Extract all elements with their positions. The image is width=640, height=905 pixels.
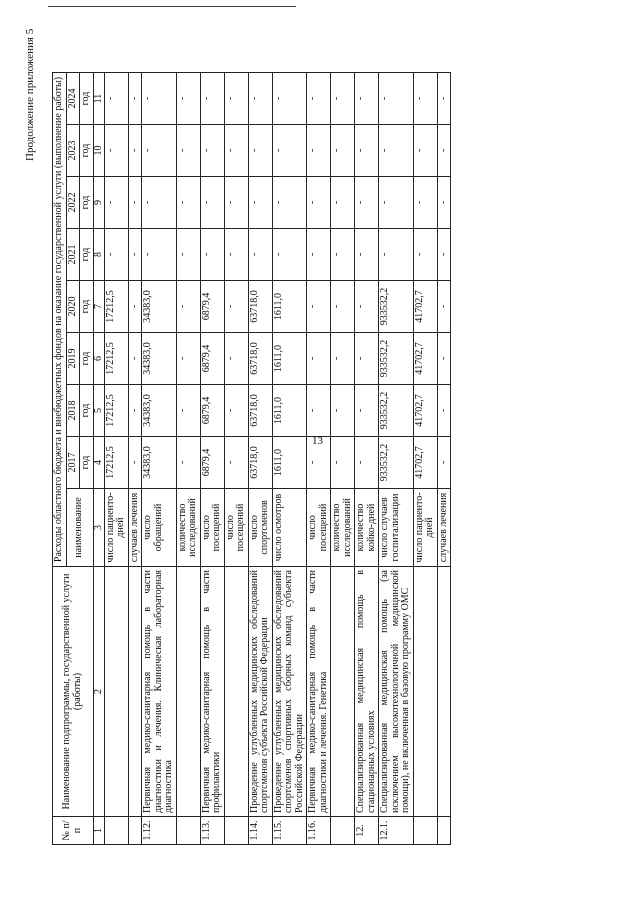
table-row	[142, 73, 177, 845]
row-indicator: число посещений	[200, 489, 224, 567]
row-value: -	[224, 281, 248, 333]
row-value: -	[413, 125, 437, 177]
row-value: -	[355, 177, 379, 229]
row-value: -	[272, 73, 307, 125]
row-indicator: число пациенто-дней	[104, 489, 128, 567]
row-value: -	[331, 333, 355, 385]
header-year-unit: год	[80, 177, 94, 229]
row-value: -	[224, 125, 248, 177]
row-indicator: число случаев госпитализации	[379, 489, 414, 567]
row-value: -	[128, 333, 142, 385]
row-value: 63718,0	[248, 437, 272, 489]
row-value: 17212,5	[104, 333, 128, 385]
header-expenses: Расходы областного бюджета и внебюджетных фондов на оказание государственной услуги (выполнение работы)	[53, 73, 67, 567]
row-indicator: число спортсменов	[248, 489, 272, 567]
header-year-unit: год	[80, 385, 94, 437]
table-row	[128, 73, 142, 845]
row-value: 933532,2	[379, 385, 414, 437]
header-year-unit: год	[80, 73, 94, 125]
header-year-unit: год	[80, 125, 94, 177]
row-value: -	[248, 177, 272, 229]
row-program-name	[104, 567, 128, 817]
row-value: -	[331, 177, 355, 229]
row-value: -	[224, 333, 248, 385]
row-value: -	[307, 229, 331, 281]
row-value: -	[437, 333, 451, 385]
row-value: -	[437, 281, 451, 333]
row-value: 6879,4	[200, 281, 224, 333]
row-value: -	[355, 385, 379, 437]
row-value: -	[307, 333, 331, 385]
table-row	[176, 73, 200, 845]
row-value: 34383,0	[142, 333, 177, 385]
column-index: 7	[93, 281, 104, 333]
row-value: 34383,0	[142, 281, 177, 333]
row-value: -	[437, 177, 451, 229]
table-header	[53, 73, 105, 845]
row-value: -	[104, 73, 128, 125]
table-body	[104, 73, 451, 845]
row-program-name	[437, 567, 451, 817]
row-value: -	[331, 73, 355, 125]
row-value: -	[200, 73, 224, 125]
row-value: 41702,7	[413, 385, 437, 437]
row-value: -	[355, 333, 379, 385]
appendix-continuation-note: Продолжение приложения 5	[24, 28, 36, 161]
row-value: -	[355, 437, 379, 489]
header-year-unit: год	[80, 333, 94, 385]
row-number	[413, 817, 437, 845]
row-value: -	[248, 73, 272, 125]
row-value: 63718,0	[248, 281, 272, 333]
row-value: -	[437, 437, 451, 489]
row-value: 41702,7	[413, 281, 437, 333]
column-index: 3	[93, 489, 104, 567]
column-index: 4	[93, 437, 104, 489]
column-index: 2	[93, 567, 104, 817]
row-value: -	[224, 437, 248, 489]
row-value: -	[142, 125, 177, 177]
row-value: 17212,5	[104, 437, 128, 489]
table-row	[379, 73, 414, 845]
row-value: -	[200, 125, 224, 177]
budget-table	[52, 72, 451, 845]
row-value: -	[272, 177, 307, 229]
row-value: 41702,7	[413, 437, 437, 489]
row-value: 1611,0	[272, 437, 307, 489]
row-number: 12.1.	[379, 817, 414, 845]
table-row	[200, 73, 224, 845]
row-value: -	[200, 229, 224, 281]
row-value: -	[331, 281, 355, 333]
table-row	[331, 73, 355, 845]
row-indicator: число обращений	[142, 489, 177, 567]
table-row	[104, 73, 128, 845]
column-index: 10	[93, 125, 104, 177]
row-value: 933532,2	[379, 437, 414, 489]
column-index: 5	[93, 385, 104, 437]
row-value: -	[104, 177, 128, 229]
row-value: 63718,0	[248, 385, 272, 437]
row-value: -	[176, 333, 200, 385]
row-value: -	[224, 73, 248, 125]
row-value: -	[128, 125, 142, 177]
row-program-name: Проведение углубленных медицинских обследований спортсменов субъекта Российской Федерации	[248, 567, 272, 817]
row-value: 6879,4	[200, 385, 224, 437]
table-row	[224, 73, 248, 845]
header-year: 2017	[66, 437, 80, 489]
row-value: -	[307, 281, 331, 333]
row-program-name: Первичная медико-санитарная помощь в части диагностики и лечения. Генетика	[307, 567, 331, 817]
row-number: 1.12.	[142, 817, 177, 845]
row-program-name: Первичная медико-санитарная помощь в части профилактики	[200, 567, 224, 817]
row-indicator: случаев лечения	[437, 489, 451, 567]
row-value: -	[413, 73, 437, 125]
column-index: 11	[93, 73, 104, 125]
row-value: 17212,5	[104, 281, 128, 333]
row-value: 1611,0	[272, 333, 307, 385]
header-year: 2019	[66, 333, 80, 385]
row-value: 6879,4	[200, 437, 224, 489]
row-indicator: число посещений	[224, 489, 248, 567]
header-number: № п/п	[53, 817, 94, 845]
row-value: -	[307, 73, 331, 125]
row-value: -	[272, 125, 307, 177]
table-row	[437, 73, 451, 845]
row-value: -	[331, 125, 355, 177]
row-value: 34383,0	[142, 437, 177, 489]
row-value: -	[437, 125, 451, 177]
row-value: -	[413, 177, 437, 229]
row-number: 1.15.	[272, 817, 307, 845]
row-value: 41702,7	[413, 333, 437, 385]
column-index: 6	[93, 333, 104, 385]
column-index: 9	[93, 177, 104, 229]
column-index: 1	[93, 817, 104, 845]
row-value: -	[379, 125, 414, 177]
row-number	[128, 817, 142, 845]
row-value: -	[379, 229, 414, 281]
row-number	[331, 817, 355, 845]
row-value: -	[128, 437, 142, 489]
row-program-name: Проведение углубленных медицинских обследований спортсменов спортивных сборных команд субъекта Российской Федерации	[272, 567, 307, 817]
row-number: 1.14.	[248, 817, 272, 845]
row-value: -	[128, 73, 142, 125]
table-row	[413, 73, 437, 845]
row-value: -	[104, 229, 128, 281]
header-year-unit: год	[80, 229, 94, 281]
row-value: -	[224, 229, 248, 281]
row-value: -	[355, 229, 379, 281]
table-row	[272, 73, 307, 845]
header-indicator: наименование	[66, 489, 93, 567]
row-value: -	[331, 385, 355, 437]
row-value: -	[437, 73, 451, 125]
row-value: 17212,5	[104, 385, 128, 437]
row-value: -	[437, 229, 451, 281]
row-value: -	[379, 73, 414, 125]
row-number: 1.13.	[200, 817, 224, 845]
row-value: -	[142, 73, 177, 125]
row-number	[224, 817, 248, 845]
row-value: -	[307, 437, 331, 489]
header-year-unit: год	[80, 281, 94, 333]
row-value: 1611,0	[272, 281, 307, 333]
row-number: 12.	[355, 817, 379, 845]
row-value: -	[331, 437, 355, 489]
row-value: -	[128, 385, 142, 437]
row-value: -	[128, 229, 142, 281]
row-value: -	[200, 177, 224, 229]
row-value: 6879,4	[200, 333, 224, 385]
row-indicator: число пациенто-дней	[413, 489, 437, 567]
row-value: -	[142, 177, 177, 229]
column-index: 8	[93, 229, 104, 281]
row-indicator: количество исследований	[331, 489, 355, 567]
row-value: -	[224, 177, 248, 229]
header-year: 2024	[66, 73, 80, 125]
row-indicator: число осмотров	[272, 489, 307, 567]
row-number	[437, 817, 451, 845]
row-value: 1611,0	[272, 385, 307, 437]
row-value: -	[176, 125, 200, 177]
row-indicator: количество исследований	[176, 489, 200, 567]
row-number: 1.16.	[307, 817, 331, 845]
page-number: 13	[312, 435, 323, 447]
header-year: 2021	[66, 229, 80, 281]
header-year: 2020	[66, 281, 80, 333]
row-value: -	[307, 177, 331, 229]
header-program-name: Наименование подпрограммы, государственной услуги (работы)	[53, 567, 94, 817]
row-value: -	[413, 229, 437, 281]
row-program-name	[331, 567, 355, 817]
row-number	[104, 817, 128, 845]
row-value: -	[355, 125, 379, 177]
table-row	[355, 73, 379, 845]
row-value: -	[176, 281, 200, 333]
table-row	[248, 73, 272, 845]
row-value: -	[331, 229, 355, 281]
top-rule	[48, 6, 296, 7]
row-value: -	[224, 385, 248, 437]
row-indicator: количество койко-дней	[355, 489, 379, 567]
header-year: 2023	[66, 125, 80, 177]
row-value: 933532,2	[379, 281, 414, 333]
row-value: 933532,2	[379, 333, 414, 385]
row-program-name	[128, 567, 142, 817]
row-number	[176, 817, 200, 845]
row-value: -	[176, 229, 200, 281]
row-program-name	[413, 567, 437, 817]
row-value: -	[176, 177, 200, 229]
row-value: -	[176, 385, 200, 437]
row-value: -	[248, 125, 272, 177]
row-value: -	[104, 125, 128, 177]
row-value: -	[355, 73, 379, 125]
table-row	[307, 73, 331, 845]
row-value: -	[307, 125, 331, 177]
header-year: 2018	[66, 385, 80, 437]
row-value: -	[176, 437, 200, 489]
row-value: -	[272, 229, 307, 281]
row-value: -	[128, 177, 142, 229]
row-program-name: Первичная медико-санитарная помощь в части диагностики и лечения. Клиническая лабораторная диагностика	[142, 567, 177, 817]
rotated-content	[20, 25, 620, 885]
header-year-unit: год	[80, 437, 94, 489]
row-program-name	[176, 567, 200, 817]
row-indicator: число посещений	[307, 489, 331, 567]
row-indicator: случаев лечения	[128, 489, 142, 567]
row-value: -	[379, 177, 414, 229]
row-program-name: Специализированная медицинская помощь в стационарных условиях	[355, 567, 379, 817]
row-value: 34383,0	[142, 385, 177, 437]
row-value: -	[437, 385, 451, 437]
row-value: 63718,0	[248, 333, 272, 385]
row-value: -	[142, 229, 177, 281]
row-value: -	[176, 73, 200, 125]
row-program-name	[224, 567, 248, 817]
header-year: 2022	[66, 177, 80, 229]
row-program-name: Специализированная медицинская помощь (за исключением высокотехнологичной медицинской помощи), не включенная в базовую программу ОМС	[379, 567, 414, 817]
row-value: -	[128, 281, 142, 333]
row-value: -	[307, 385, 331, 437]
row-value: -	[355, 281, 379, 333]
row-value: -	[248, 229, 272, 281]
